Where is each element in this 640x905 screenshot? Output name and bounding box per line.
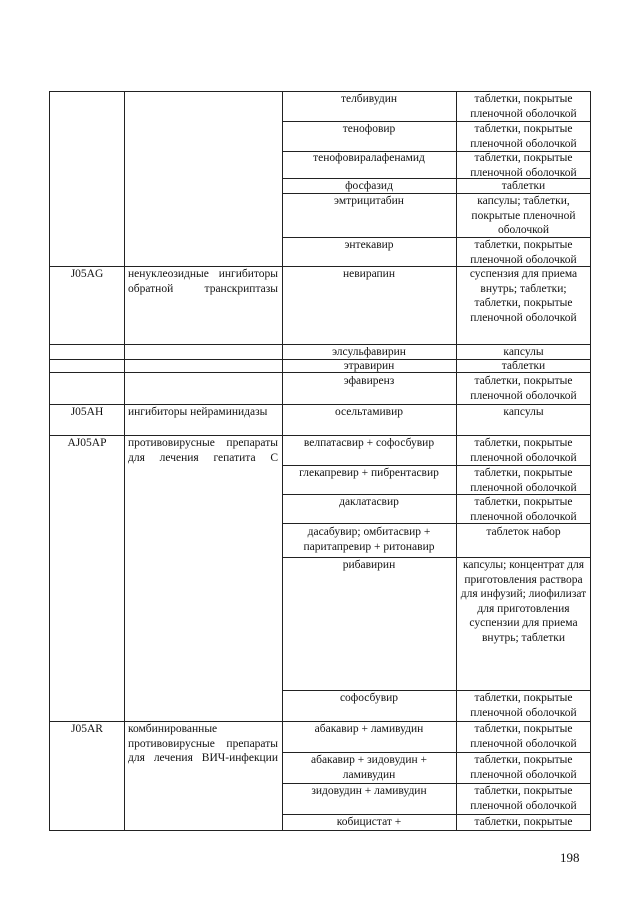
dosage-form: таблетки, покрытые пленочной оболочкой: [470, 93, 577, 120]
dosage-form: таблетки, покрытые пленочной оболочкой: [470, 437, 577, 464]
atc-code: J05AH: [70, 406, 104, 418]
dosage-form: капсулы; концентрат для приготовления раствора для инфузий; лиофилизат для приготовления суспензии для приема внутрь; таблетки: [460, 559, 587, 644]
dosage-form: таблетки, покрытые пленочной оболочкой: [470, 239, 577, 266]
drug-name: рибавирин: [342, 559, 396, 571]
column-divider: [124, 91, 125, 831]
dosage-form: таблетки: [501, 180, 546, 192]
drug-table: [49, 91, 591, 831]
atc-code: J05AR: [71, 723, 103, 735]
group-name: ненуклеозидные ингибиторы обратной транскриптазы: [128, 268, 278, 295]
column-divider: [282, 91, 283, 831]
dosage-form: капсулы: [503, 406, 544, 418]
dosage-form: таблетки, покрытые пленочной оболочкой: [470, 123, 577, 150]
drug-name: телбивудин: [340, 93, 398, 105]
dosage-form: таблетки, покрытые пленочной оболочкой: [470, 375, 577, 402]
dosage-form: капсулы; таблетки, покрытые пленочной оболочкой: [471, 195, 576, 236]
group-name: противовирусные препараты для лечения гепатита С: [128, 437, 278, 464]
drug-name: дасабувир; омбитасвир + паритапревир + ритонавир: [303, 526, 435, 553]
dosage-form: таблетки, покрытые пленочной оболочкой: [470, 496, 577, 523]
drug-name: зидовудин + ламивудин: [311, 785, 427, 797]
drug-name: абакавир + зидовудин + ламивудин: [310, 754, 428, 781]
atc-code: AJ05AP: [67, 437, 107, 449]
dosage-form: таблетки, покрытые пленочной оболочкой: [470, 754, 577, 781]
dosage-form: таблетки: [501, 360, 546, 372]
drug-name: софосбувир: [339, 692, 399, 704]
drug-name: глекапревир + пибрентасвир: [299, 467, 439, 479]
column-divider: [49, 91, 50, 831]
dosage-form: таблетки, покрытые пленочной оболочкой: [470, 723, 577, 750]
table-bottom-border: [49, 830, 591, 831]
drug-name: эмтрицитабин: [334, 195, 404, 207]
drug-name: эфавиренз: [343, 375, 395, 387]
drug-name: тенофовир: [342, 123, 396, 135]
drug-name: этравирин: [343, 360, 395, 372]
drug-name: энтекавир: [344, 239, 394, 251]
group-name: ингибиторы нейраминидазы: [128, 406, 268, 418]
drug-name: тенофовиралафенамид: [313, 152, 425, 164]
dosage-form: суспензия для приема внутрь; таблетки; таблетки, покрытые пленочной оболочкой: [469, 268, 578, 324]
drug-name: абакавир + ламивудин: [314, 723, 424, 735]
dosage-form: таблетки, покрытые пленочной оболочкой: [470, 785, 577, 812]
dosage-form: таблетки, покрытые пленочной оболочкой: [470, 692, 577, 719]
group-name: комбинированные противовирусные препараты для лечения ВИЧ-инфекции: [128, 723, 278, 764]
drug-name: осельтамивир: [335, 406, 403, 418]
page-number: 198: [560, 850, 580, 865]
atc-code: J05AG: [70, 268, 104, 280]
drug-name: элсульфавирин: [332, 346, 406, 358]
dosage-form: таблетки, покрытые пленочной оболочкой: [470, 467, 577, 494]
drug-name: даклатасвир: [339, 496, 399, 508]
drug-name: невирапин: [342, 268, 395, 280]
dosage-form: таблетки, покрытые: [474, 816, 573, 828]
dosage-form: капсулы: [503, 346, 544, 358]
drug-name: велпатасвир + софосбувир: [303, 437, 435, 449]
column-divider: [590, 91, 591, 831]
dosage-form: таблеток набор: [486, 526, 561, 538]
dosage-form: таблетки, покрытые пленочной оболочкой: [470, 152, 577, 179]
drug-name: кобицистат +: [336, 816, 402, 828]
drug-name: фосфазид: [345, 180, 393, 192]
column-divider: [456, 91, 457, 831]
